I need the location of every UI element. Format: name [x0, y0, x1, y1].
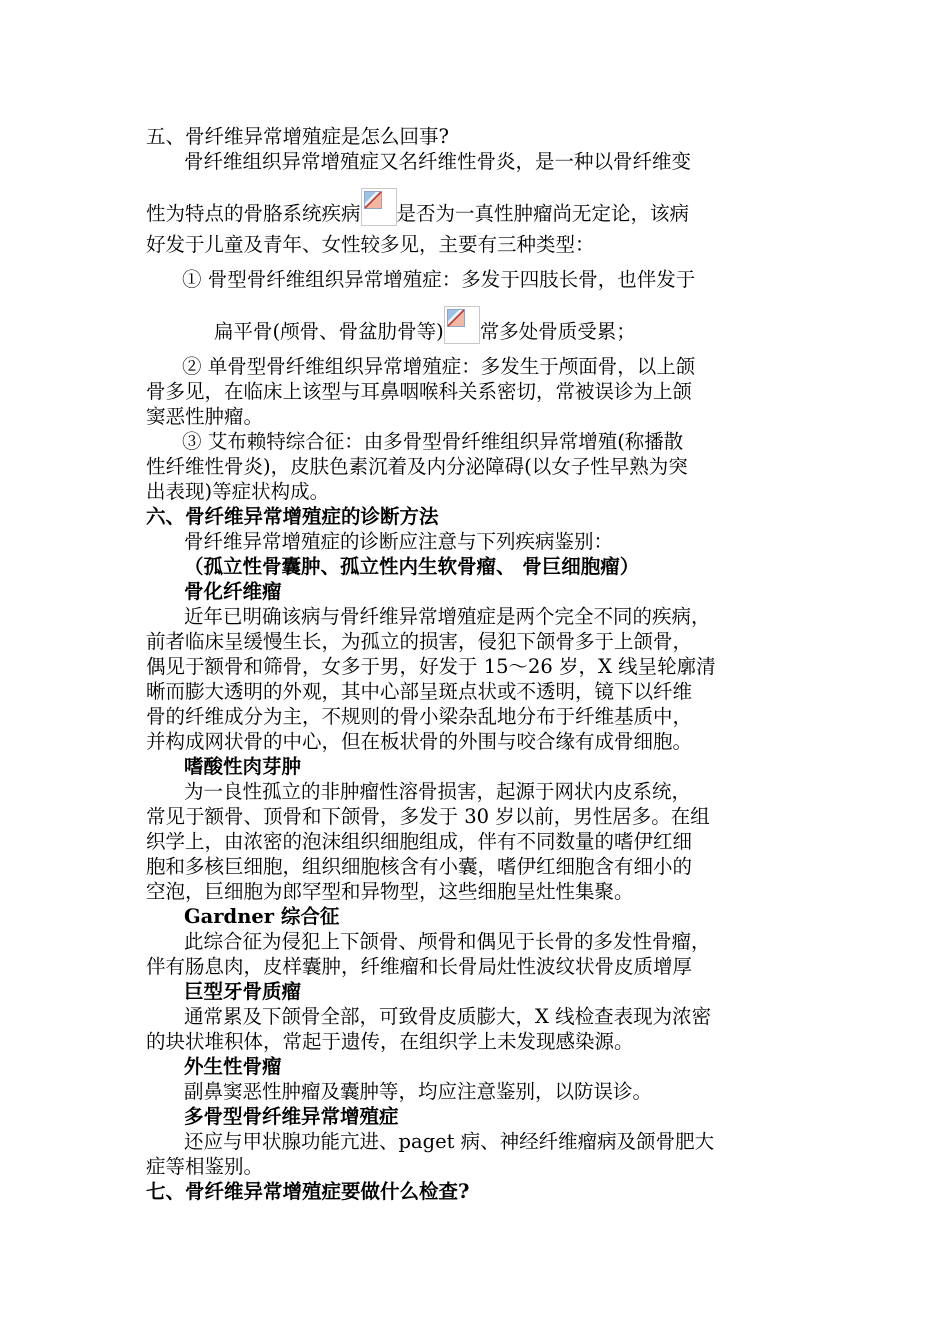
section-5-heading: 五、骨纤维异常增殖症是怎么回事?: [146, 125, 449, 148]
diagnosis-4-title: 巨型牙骨质瘤: [184, 980, 302, 1003]
diagnosis-5-line: 副鼻窦恶性肿瘤及囊肿等，均应注意鉴别，以防误诊。: [184, 1080, 653, 1103]
type-3-line-1: ③ 艾布赖特综合征：由多骨型骨纤维组织异常增殖(称播散: [182, 430, 684, 453]
diagnosis-1-line: 前者临床呈缓慢生长，为孤立的损害，侵犯下颌骨多于上颌骨，: [146, 630, 693, 653]
s5-para-line-2a: 性为特点的骨胳系统疾病: [146, 202, 361, 225]
diagnosis-4-line: 的块状堆积体，常起于遗传，在组织学上未发现感染源。: [146, 1030, 634, 1053]
document-body: [146, 124, 814, 1204]
diagnosis-2-title: 嗜酸性肉芽肿: [184, 755, 302, 778]
type-1-line-1: ① 骨型骨纤维组织异常增殖症：多发于四肢长骨，也伴发于: [182, 268, 696, 291]
s6-intro: 骨纤维异常增殖症的诊断应注意与下列疾病鉴别：: [184, 530, 614, 553]
diagnosis-1-line: 并构成网状骨的中心，但在板状骨的外围与咬合缘有成骨细胞。: [146, 730, 693, 753]
diagnosis-2-line: 为一良性孤立的非肿瘤性溶骨损害，起源于网状内皮系统，: [184, 780, 692, 803]
diagnosis-6-line: 还应与甲状腺功能亢进、paget 病、神经纤维瘤病及颌骨肥大: [184, 1130, 715, 1153]
type-3-line-2: 性纤维性骨炎)，皮肤色素沉着及内分泌障碍(以女子性早熟为突: [146, 455, 688, 478]
diagnosis-3-line: 伴有肠息肉，皮样囊肿，纤维瘤和长骨局灶性波纹状骨皮质增厚: [146, 955, 693, 978]
diagnosis-6-line: 症等相鉴别。: [146, 1155, 264, 1178]
type-1-line-2b: 常多处骨质受累；: [479, 320, 636, 343]
s5-para-line-2: [146, 174, 814, 228]
section-7-heading: 七、骨纤维异常增殖症要做什么检查?: [146, 1180, 470, 1203]
type-1-line-2a: 扁平骨(颅骨、骨盆肋骨等): [214, 320, 444, 343]
s5-para-line-3: 好发于儿童及青年、女性较多见，主要有三种类型：: [146, 233, 595, 256]
type-3-line-3: 出表现)等症状构成。: [146, 480, 330, 503]
diagnosis-1-line: 晰而膨大透明的外观，其中心部呈斑点状或不透明，镜下以纤维: [146, 680, 693, 703]
diagnosis-1-line: 偶见于额骨和筛骨，女多于男，好发于 15～26 岁，X 线呈轮廓清: [146, 655, 716, 678]
diagnosis-1-title: 骨化纤维瘤: [184, 580, 282, 603]
diagnosis-2-line: 空泡，巨细胞为郎罕型和异物型，这些细胞呈灶性集聚。: [146, 880, 634, 903]
broken-image-icon: [444, 306, 480, 344]
type-2-line-2: 骨多见，在临床上该型与耳鼻咽喉科关系密切，常被误诊为上颌: [146, 380, 693, 403]
diagnosis-3-title: Gardner 综合征: [184, 905, 340, 928]
diagnosis-6-title: 多骨型骨纤维异常增殖症: [184, 1105, 399, 1128]
type-2-line-1: ② 单骨型骨纤维组织异常增殖症：多发生于颅面骨，以上颌: [182, 355, 696, 378]
s5-para-line-1: 骨纤维组织异常增殖症又名纤维性骨炎，是一种以骨纤维变: [184, 150, 692, 173]
s6-differential-list: （孤立性骨囊肿、孤立性内生软骨瘤、 骨巨细胞瘤）: [184, 555, 640, 578]
type-2-line-3: 窦恶性肿瘤。: [146, 405, 264, 428]
s5-para-line-2b: 是否为一真性肿瘤尚无定论，该病: [396, 202, 690, 225]
diagnosis-2-line: 织学上，由浓密的泡沫组织细胞组成，伴有不同数量的嗜伊红细: [146, 830, 693, 853]
section-6-heading: 六、骨纤维异常增殖症的诊断方法: [146, 505, 439, 528]
diagnosis-5-title: 外生性骨瘤: [184, 1055, 282, 1078]
type-1-line-2: [214, 292, 814, 346]
diagnosis-4-line: 通常累及下颌骨全部，可致骨皮质膨大，X 线检查表现为浓密: [184, 1005, 712, 1028]
broken-image-icon: [361, 188, 397, 226]
diagnosis-2-line: 常见于额骨、顶骨和下颌骨，多发于 30 岁以前，男性居多。在组: [146, 805, 710, 828]
diagnosis-3-line: 此综合征为侵犯上下颌骨、颅骨和偶见于长骨的多发性骨瘤，: [184, 930, 711, 953]
diagnosis-1-line: 骨的纤维成分为主，不规则的骨小梁杂乱地分布于纤维基质中，: [146, 705, 693, 728]
diagnosis-2-line: 胞和多核巨细胞，组织细胞核含有小囊，嗜伊红细胞含有细小的: [146, 855, 693, 878]
diagnosis-1-line: 近年已明确该病与骨纤维异常增殖症是两个完全不同的疾病，: [184, 605, 711, 628]
